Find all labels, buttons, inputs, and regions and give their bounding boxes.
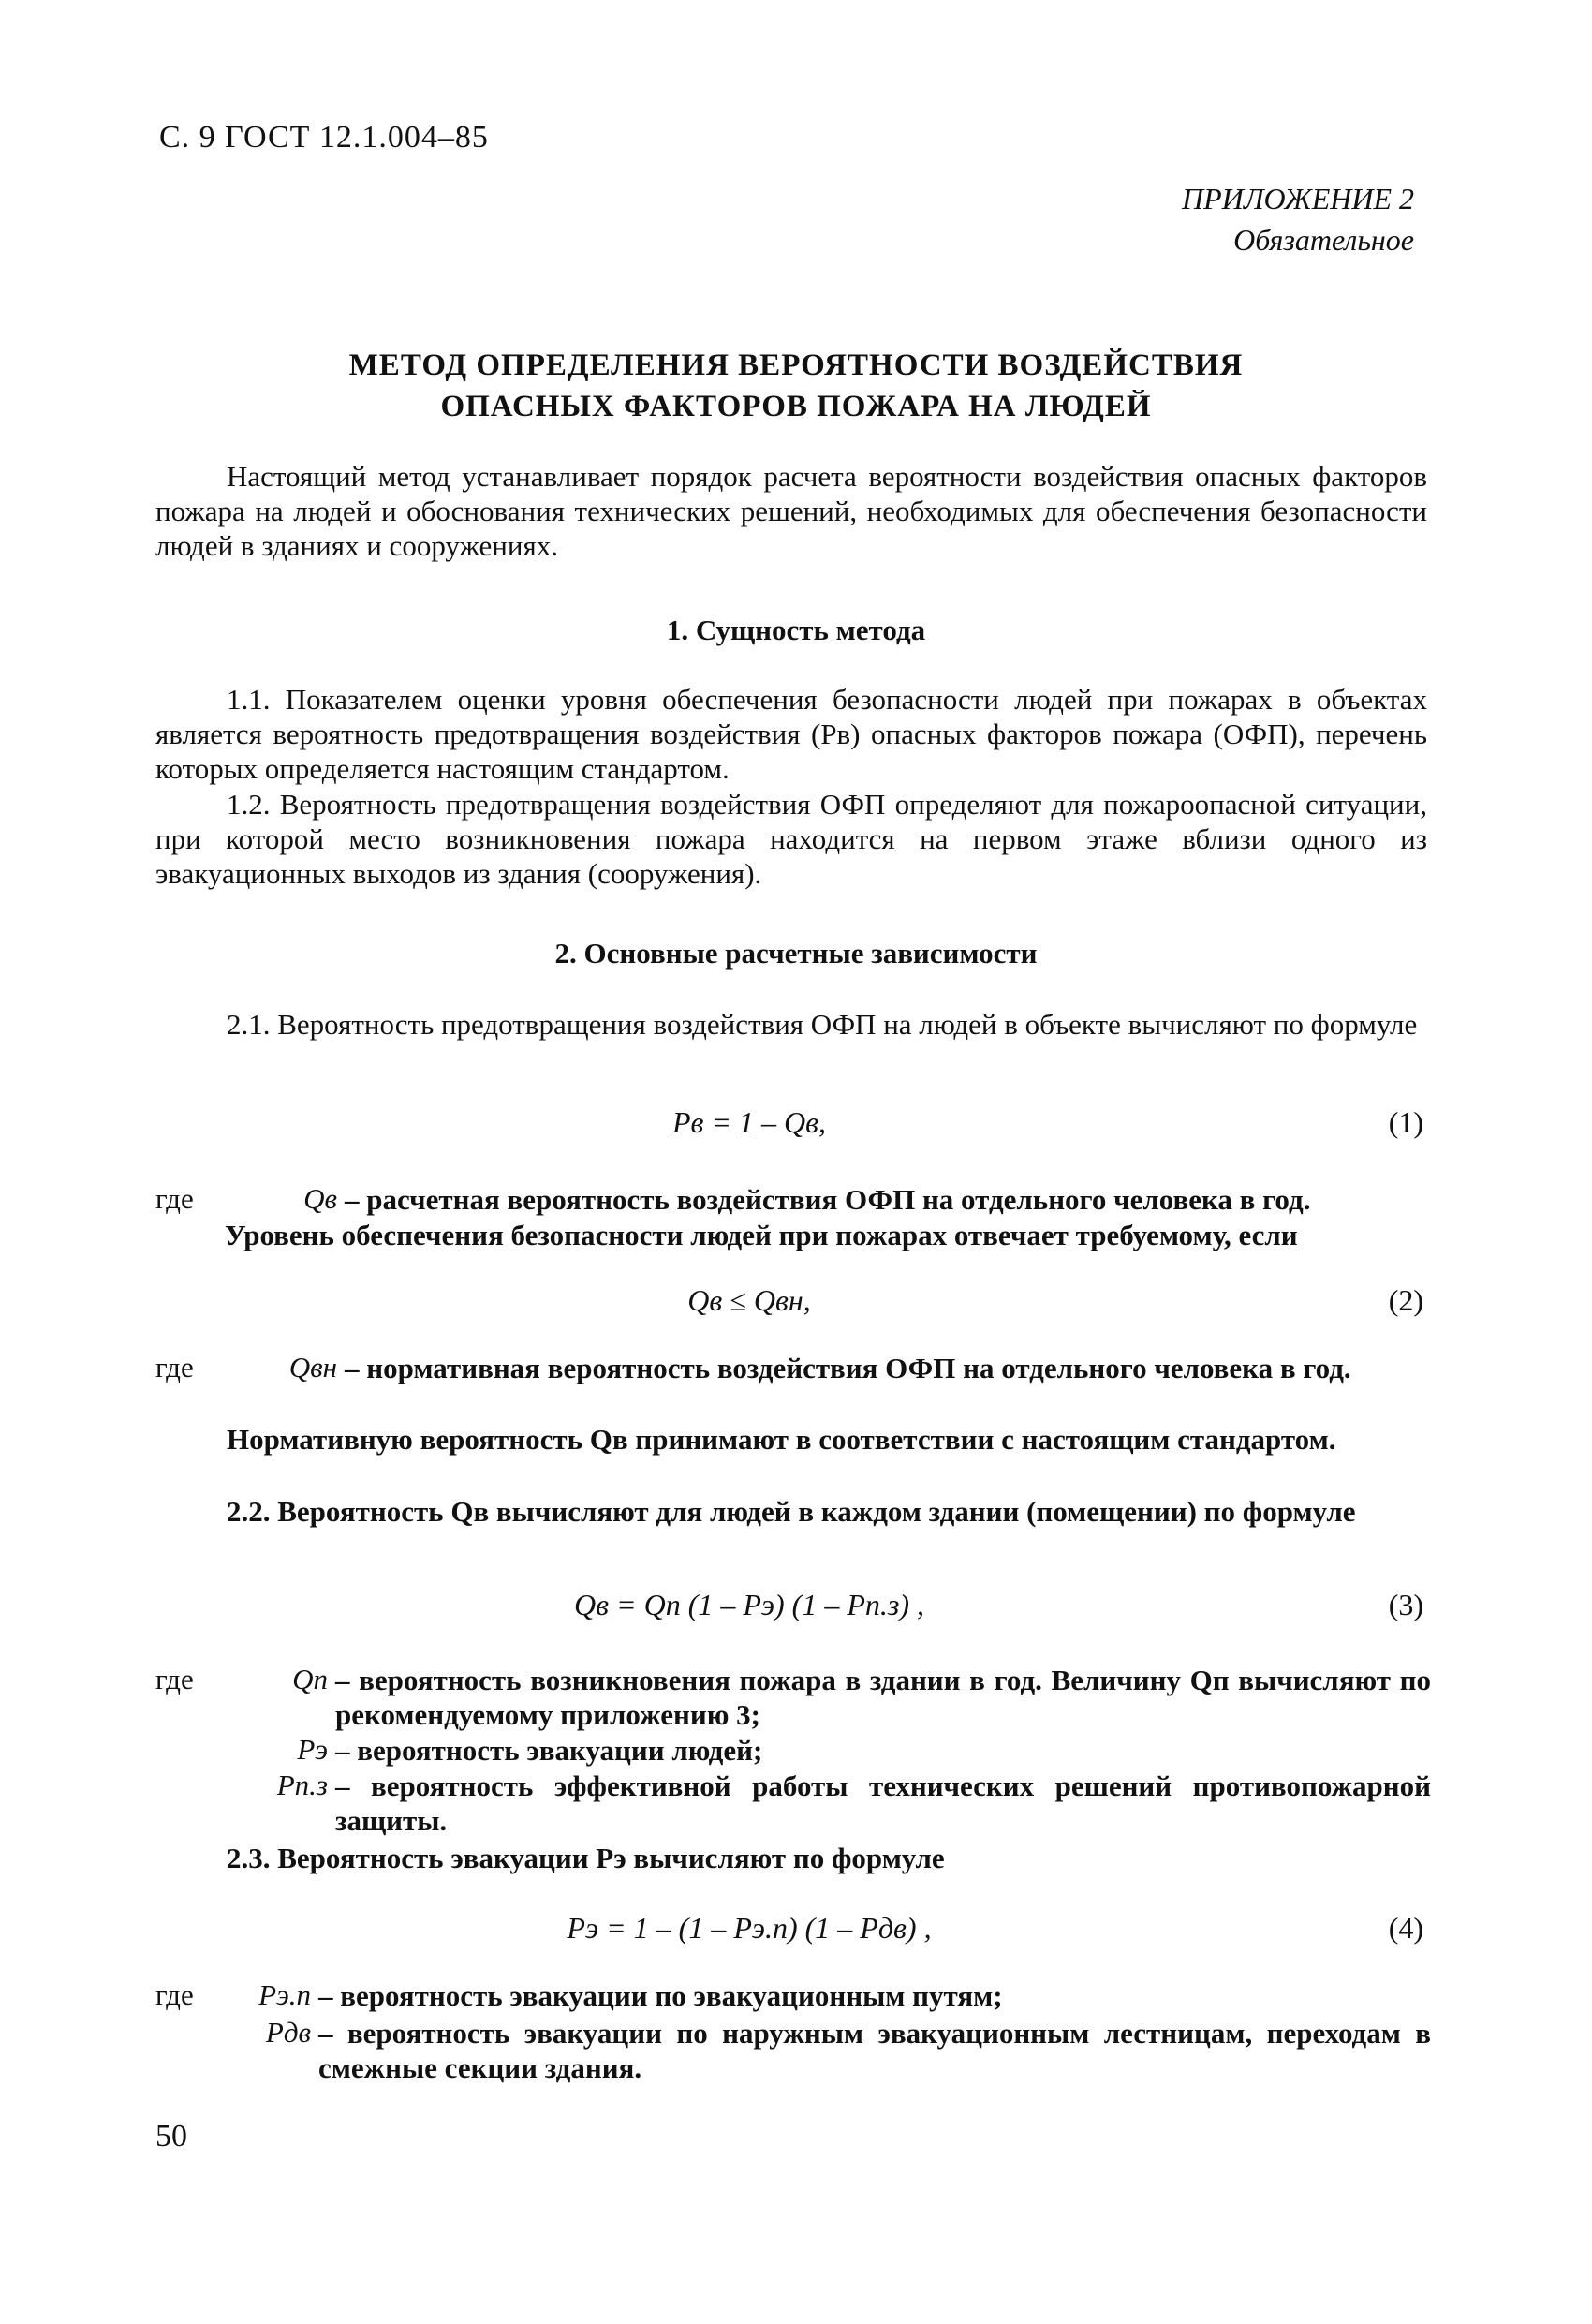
f2-definition-text: – нормативная вероятность воздействия ОФП на отдельного человека в год.: [345, 1352, 1351, 1384]
section-2-heading: 2. Основные расчетные зависимости: [554, 937, 1038, 970]
document-title-line-1: МЕТОД ОПРЕДЕЛЕНИЯ ВЕРОЯТНОСТИ ВОЗДЕЙСТВИЯ: [348, 348, 1244, 382]
formula-2-number: (2): [1388, 1283, 1423, 1317]
where-label-4: где: [155, 1978, 194, 2011]
formula-3: Qв = Qп (1 – Pэ) (1 – Pп.з) ,: [573, 1588, 924, 1621]
f4-definition-symbol-1: Pэ.п: [258, 1978, 311, 2011]
appendix-status: Обязательное: [1233, 223, 1414, 257]
paragraph-1-1: 1.1. Показателем оценки уровня обеспечения безопасности людей при пожарах в объектах является вероятность предотвращения воздействия (Pв) опасных факторов пожара (ОФП), перечень которых определяется настоящим стандартом.: [155, 683, 1427, 785]
formula-3-number: (3): [1388, 1588, 1423, 1621]
f2-definition-symbol: Qвн: [288, 1351, 337, 1384]
f1-definition-text: – расчетная вероятность воздействия ОФП на отдельного человека в год.: [345, 1183, 1311, 1216]
section-1-heading: 1. Сущность метода: [666, 614, 926, 646]
paragraph-2-2: 2.2. Вероятность Qв вычисляют для людей в каждом здании (помещении) по формуле: [227, 1495, 1356, 1528]
formula-2: Qв ≤ Qвн,: [687, 1283, 811, 1317]
paragraph-2-1: 2.1. Вероятность предотвращения воздействия ОФП на людей в объекте вычисляют по формуле: [227, 1008, 1418, 1041]
f4-definition-text-1: – вероятность эвакуации по эвакуационным путям;: [318, 1979, 1003, 2012]
intro-paragraph: Настоящий метод устанавливает порядок расчета вероятности воздействия опасных факторов пожара на людей и обоснования технических решений, необходимых для обеспечения безопасности людей в зданиях и сооружениях.: [155, 460, 1427, 562]
document-title-line-2: ОПАСНЫХ ФАКТОРОВ ПОЖАРА НА ЛЮДЕЙ: [440, 390, 1152, 423]
formula-4-number: (4): [1388, 1911, 1423, 1945]
page-number: 50: [155, 2119, 187, 2154]
where-label-2: где: [155, 1351, 194, 1384]
f3-definition-symbol-2: Pэ: [297, 1733, 328, 1766]
f3-definition-symbol-1: Qп: [292, 1663, 328, 1695]
f3-definition-text-3: – вероятность эффективной работы технических решений противопожарной защиты.: [335, 1769, 1431, 1837]
appendix-title: ПРИЛОЖЕНИЕ 2: [1182, 182, 1414, 215]
f3-definition-text-2: – вероятность эвакуации людей;: [335, 1734, 763, 1767]
f1-definition-symbol: Qв: [303, 1182, 337, 1215]
document-title: [159, 345, 1433, 427]
f4-definition-symbol-2: Pдв: [265, 2016, 311, 2049]
paragraph-1-2: 1.2. Вероятность предотвращения воздействия ОФП определяют для пожароопасной ситуации, при которой место возникновения пожара находится на первом этаже вблизи одного из эвакуационных выходов из здания (сооружения).: [155, 788, 1427, 890]
page-header-reference: С. 9 ГОСТ 12.1.004–85: [159, 120, 489, 155]
appendix-label: [1182, 178, 1414, 260]
f4-definition-text-2: – вероятность эвакуации по наружным эвакуационным лестницам, переходам в смежные секции здания.: [318, 2017, 1431, 2084]
where-label-3: где: [155, 1663, 194, 1695]
f3-definition-symbol-3: Pп.з: [276, 1769, 328, 1801]
formula-4: Pэ = 1 – (1 – Pэ.п) (1 – Pдв) ,: [567, 1911, 932, 1945]
where-label-1: где: [155, 1182, 194, 1215]
f3-definition-text-1: – вероятность возникновения пожара в здании в год. Величину Qп вычисляют по рекомендуемому приложению 3;: [335, 1664, 1431, 1731]
formula-1-number: (1): [1388, 1105, 1423, 1139]
paragraph-2-3: 2.3. Вероятность эвакуации Pэ вычисляют по формуле: [227, 1842, 945, 1874]
formula-1: Pв = 1 – Qв,: [671, 1105, 827, 1139]
level-requirement-text: Уровень обеспечения безопасности людей при пожарах отвечает требуемому, если: [225, 1219, 1298, 1251]
normative-probability-text: Нормативную вероятность Qв принимают в соответствии с настоящим стандартом.: [227, 1423, 1336, 1456]
